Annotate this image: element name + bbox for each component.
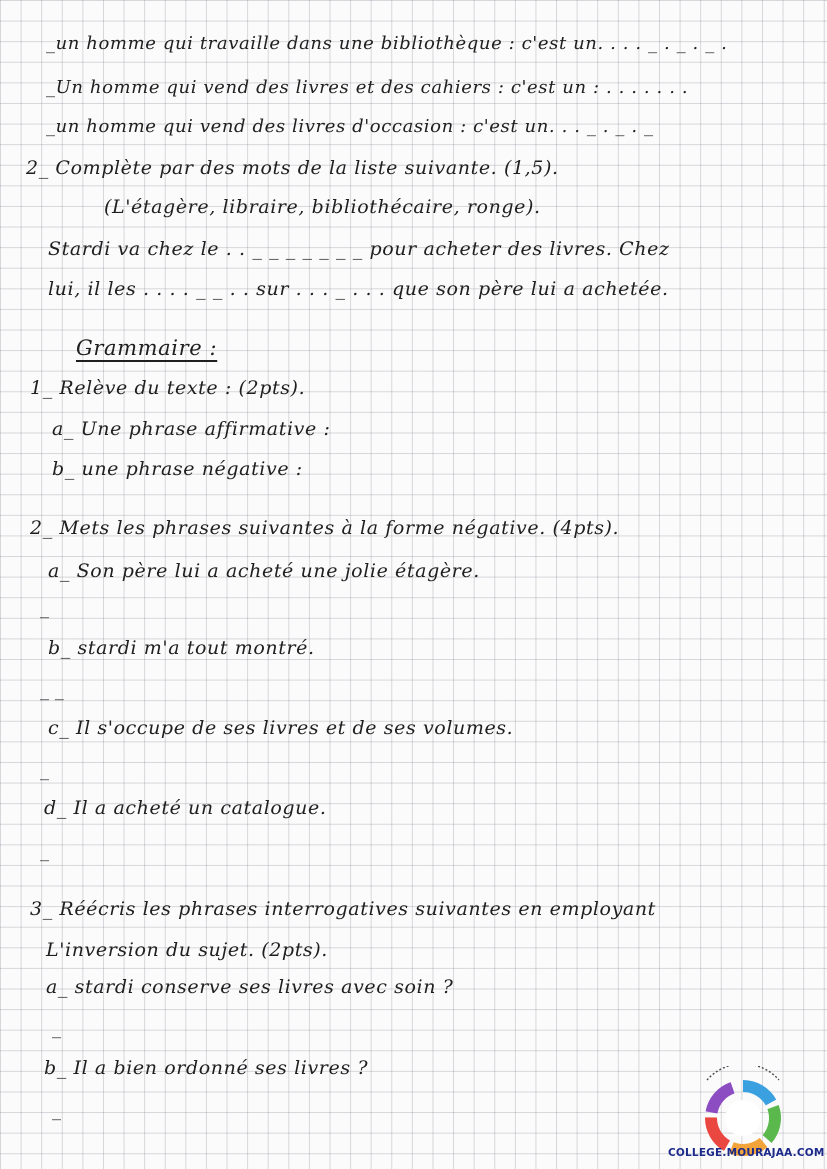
answer-line-q2-a: _: [40, 598, 49, 619]
grammar-q2-c: c_ Il s'occupe de ses livres et de ses volumes.: [48, 717, 514, 739]
logo-center: [725, 1100, 761, 1136]
grammar-q1-instruction: 1_ Relève du texte : (2pts).: [30, 377, 306, 399]
answer-line-q3-b: _: [52, 1100, 61, 1121]
fill-sentence-line-2: lui, il les . . . . _ _ . . sur . . . _ . . . que son père lui a achetée.: [48, 278, 669, 300]
answer-line-q2-d: _: [40, 841, 49, 862]
definition-line-2: _Un homme qui vend des livres et des cahiers : c'est un : . . . . . . .: [46, 77, 689, 98]
watermark-caption: COLLEGE.MOURAJAA.COM: [668, 1147, 825, 1159]
exercise-2-instruction: 2_ Complète par des mots de la liste suivante. (1,5).: [26, 157, 559, 179]
word-list: (L'étagère, libraire, bibliothécaire, ronge).: [104, 196, 541, 218]
grammar-q1-a: a_ Une phrase affirmative :: [52, 418, 331, 440]
grammar-q2-b: b_ stardi m'a tout montré.: [48, 637, 315, 659]
grammar-q3-b: b_ Il a bien ordonné ses livres ?: [44, 1057, 369, 1079]
grammar-q3-instruction-line-1: 3_ Réécris les phrases interrogatives suivantes en employant: [30, 898, 656, 920]
grammar-q3-a: a_ stardi conserve ses livres avec soin ?: [46, 976, 454, 998]
grammar-title: Grammaire :: [76, 336, 218, 360]
answer-line-q2-b: _ _: [40, 680, 64, 701]
answer-line-q2-c: _: [40, 760, 49, 781]
definition-line-1: _un homme qui travaille dans une bibliothèque : c'est un. . . . _ . _ . _ .: [46, 33, 728, 54]
grammar-q1-b: b_ une phrase négative :: [52, 458, 303, 480]
definition-line-3: _un homme qui vend des livres d'occasion : c'est un. . . _ . _ . _: [46, 116, 654, 137]
grammar-q2-d: d_ Il a acheté un catalogue.: [44, 797, 327, 819]
grammar-q3-instruction-line-2: L'inversion du sujet. (2pts).: [46, 939, 328, 961]
answer-line-q3-a: _: [52, 1018, 61, 1039]
grammar-q2-instruction: 2_ Mets les phrases suivantes à la forme négative. (4pts).: [30, 517, 620, 539]
fill-sentence-line-1: Stardi va chez le . . _ _ _ _ _ _ _ pour acheter des livres. Chez: [48, 238, 670, 260]
logo-arc-text-decoration: [707, 1066, 779, 1080]
grammar-q2-a: a_ Son père lui a acheté une jolie étagère.: [48, 560, 480, 582]
